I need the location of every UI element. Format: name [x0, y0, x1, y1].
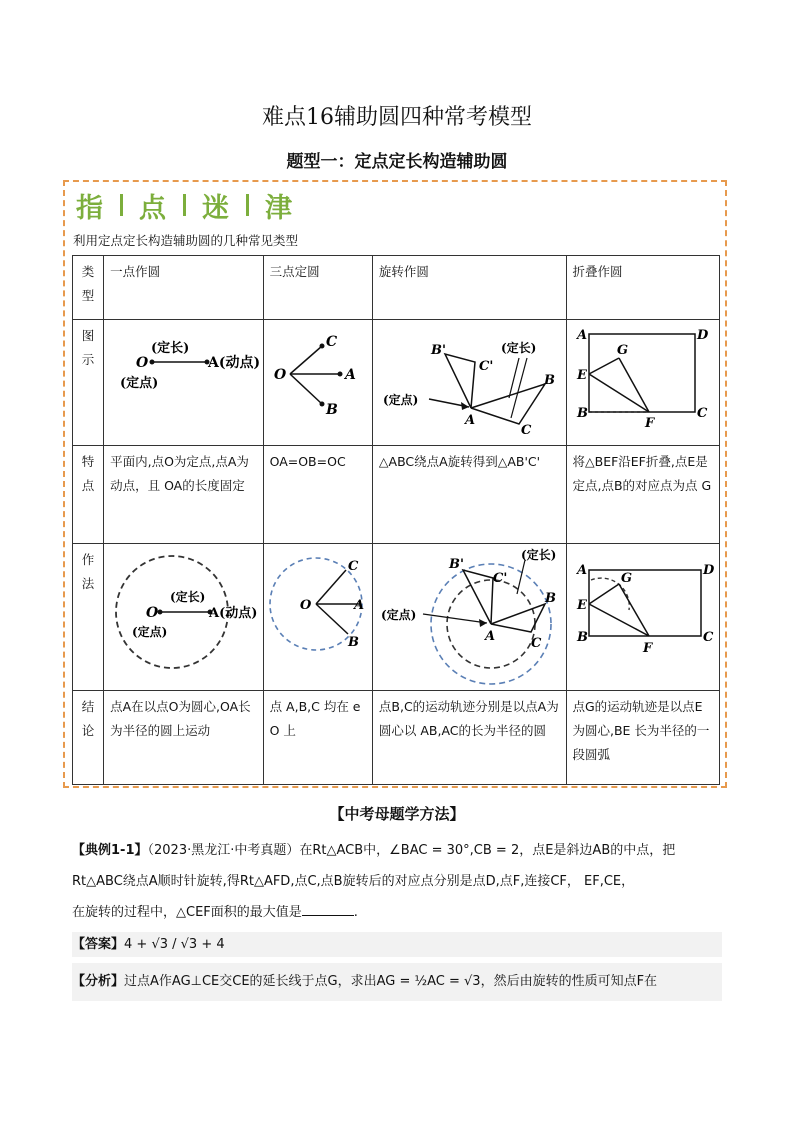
intro-text: 利用定点定长构造辅助圆的几种常见类型	[73, 233, 299, 248]
diagram-three-points	[263, 320, 372, 446]
label-B-prime: B'	[430, 343, 446, 358]
method-folding	[566, 544, 720, 691]
feature-rotation: △ABC绕点A旋转得到△AB'C'	[372, 446, 566, 544]
section-subtitle: 题型一：定点定长构造辅助圆	[286, 152, 508, 172]
table-row	[73, 446, 720, 544]
label-C: C	[696, 406, 707, 421]
banner-divider	[183, 194, 186, 216]
label-fixed-length: (定长)	[500, 341, 537, 355]
label-fixed-point: (定点)	[120, 376, 159, 391]
label-A: A	[464, 413, 475, 428]
label-fixed-length: (定长)	[520, 548, 557, 562]
label-O: O	[146, 605, 159, 621]
label-moving-point: A(动点)	[208, 355, 261, 371]
header-one-point: 一点作圆	[104, 256, 263, 320]
conclusion-rotation: 点B,C的运动轨迹分别是以点A为圆心以 AB,AC的长为半径的圆	[372, 691, 566, 785]
row-label: 特点	[73, 446, 104, 544]
example-tag: 【典例1-1】	[72, 843, 148, 858]
answer-line	[72, 932, 722, 957]
label-A: A	[344, 367, 356, 383]
one-point-method-figure	[110, 548, 256, 680]
analysis-line	[72, 963, 722, 1001]
example-line-1	[72, 838, 722, 863]
feature-folding: 将△BEF沿EF折叠,点E是定点,点B的对应点为点 G	[566, 446, 720, 544]
folding-method-figure	[573, 548, 713, 680]
label-D: D	[696, 328, 708, 343]
label-B: B	[576, 630, 588, 645]
label-B: B	[576, 406, 588, 421]
diagram-one-point	[104, 320, 263, 446]
example-line-2: Rt△ABC绕点A顺时针旋转,得Rt△AFD,点C,点B旋转后的对应点分别是点D,点F,连接CF， EF,CE，	[72, 874, 635, 889]
table-row	[73, 544, 720, 691]
analysis-tag: 【分析】	[72, 974, 125, 989]
method-one-point	[104, 544, 263, 691]
label-A: A	[353, 598, 364, 613]
table-row	[73, 256, 720, 320]
conclusion-one-point: 点A在以点O为圆心,OA长为半径的圆上运动	[104, 691, 263, 785]
label-A: A	[576, 328, 587, 343]
label-A: A	[484, 629, 495, 644]
row-label: 结论	[73, 691, 104, 785]
one-point-figure	[110, 324, 261, 434]
label-O: O	[299, 598, 311, 613]
feature-one-point: 平面内,点O为定点,点A为动点，且 OA的长度固定	[104, 446, 263, 544]
row-label: 作法	[73, 544, 104, 691]
conclusion-three-points: 点 A,B,C 均在 e O 上	[263, 691, 372, 785]
label-C: C	[520, 423, 532, 438]
table-row	[73, 320, 720, 446]
label-O: O	[273, 367, 286, 383]
row-label: 类型	[73, 256, 104, 320]
header-rotation: 旋转作圆	[372, 256, 566, 320]
label-C-prime: C'	[478, 359, 494, 374]
example-line-3	[72, 900, 722, 925]
label-fixed-point: (定点)	[132, 625, 168, 639]
label-C-prime: C'	[492, 571, 508, 586]
label-fixed-length: (定长)	[170, 590, 206, 604]
example-text-3-end: .	[353, 905, 358, 920]
banner-char: 指	[76, 192, 104, 224]
three-point-method-figure	[270, 548, 366, 680]
method-three-points	[263, 544, 372, 691]
label-C: C	[530, 636, 542, 651]
model-table	[72, 255, 720, 785]
label-B: B	[544, 591, 556, 606]
example-source: （2023·黑龙江·中考真题）	[147, 843, 300, 858]
table-row	[73, 691, 720, 785]
label-F: F	[642, 641, 652, 656]
label-B: B	[325, 402, 338, 418]
header-three-points: 三点定圆	[263, 256, 372, 320]
label-B-prime: B'	[448, 557, 464, 572]
label-C: C	[325, 334, 337, 350]
diagram-rotation	[372, 320, 566, 446]
rotation-method-figure	[379, 548, 559, 686]
method-heading: 【中考母题学方法】	[329, 805, 465, 823]
answer-tag: 【答案】	[72, 937, 125, 952]
rotation-figure	[379, 324, 559, 438]
example-text-3: 在旋转的过程中，△CEF面积的最大值是	[72, 905, 302, 920]
label-E: E	[576, 368, 587, 383]
folding-figure	[573, 324, 713, 434]
analysis-text: 过点A作AG⊥CE交CE的延长线于点G，求出AG = ½AC = √3，然后由旋转的性质可知点F在	[124, 974, 658, 989]
answer-blank	[302, 903, 354, 916]
feature-three-points: OA=OB=OC	[263, 446, 372, 544]
banner-divider	[120, 194, 123, 216]
label-C: C	[702, 630, 713, 645]
example-text-1: 在Rt△ACB中，∠BAC = 30°,CB = 2，点E是斜边AB的中点，把	[299, 843, 676, 858]
label-fixed-length: (定长)	[151, 341, 190, 356]
label-A: A	[576, 563, 587, 578]
diagram-folding	[566, 320, 720, 446]
label-F: F	[644, 416, 654, 431]
conclusion-folding: 点G的运动轨迹是以点E为圆心,BE 长为半径的一段圆弧	[566, 691, 720, 785]
label-B: B	[543, 373, 555, 388]
page-title: 难点16辅助圆四种常考模型	[262, 105, 532, 130]
banner-char: 迷	[202, 192, 230, 224]
answer-text: 4 + √3 / √3 + 4	[124, 937, 225, 952]
label-D: D	[702, 563, 714, 578]
label-fixed-point: (定点)	[380, 608, 417, 622]
label-moving-point: A(动点)	[209, 606, 258, 621]
label-G: G	[620, 571, 632, 586]
row-label: 图示	[73, 320, 104, 446]
label-B: B	[347, 635, 359, 650]
tips-banner	[76, 186, 293, 224]
label-fixed-point: (定点)	[382, 393, 419, 407]
banner-divider	[246, 194, 249, 216]
banner-char: 点	[139, 192, 167, 224]
method-rotation	[372, 544, 566, 691]
label-C: C	[347, 559, 358, 574]
banner-char: 津	[265, 192, 293, 224]
label-O: O	[136, 355, 149, 371]
header-folding: 折叠作圆	[566, 256, 720, 320]
three-point-figure	[270, 324, 366, 434]
label-G: G	[616, 343, 628, 358]
label-E: E	[576, 598, 587, 613]
